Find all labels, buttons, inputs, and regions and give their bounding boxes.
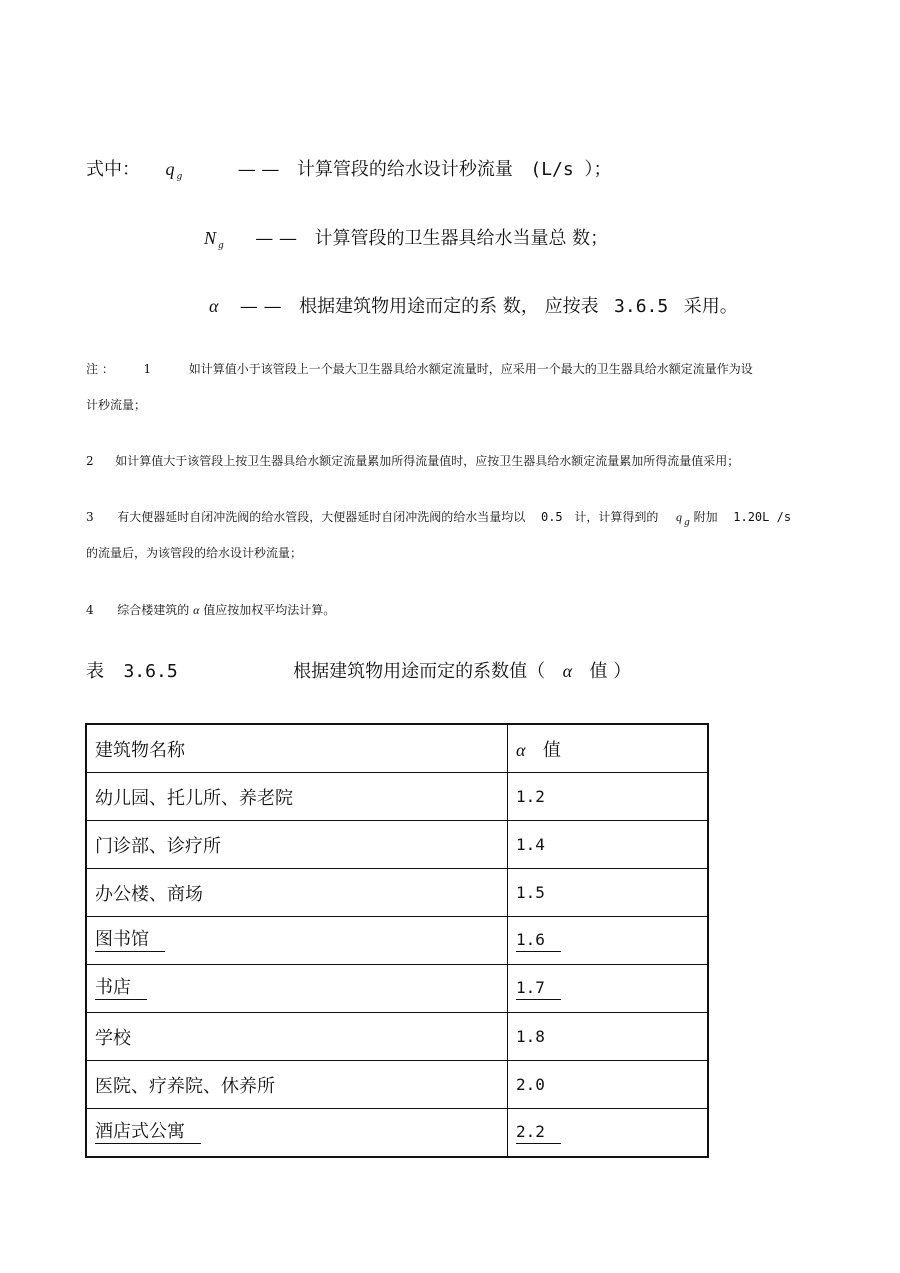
- qg-unit: (L/s ）；: [530, 159, 612, 180]
- note-3-subscript: g: [683, 518, 690, 528]
- note-3-text-c: 附加: [693, 510, 718, 524]
- note-2: [86, 452, 739, 469]
- table-caption-title: 根据建筑物用途而定的系数值（: [293, 661, 546, 682]
- note-3-value: 0.5: [540, 510, 563, 524]
- row-value: 1.6: [516, 929, 561, 952]
- note-3-flow: 1.20L /s: [733, 510, 792, 524]
- note-3-text-b: 计，计算得到的: [574, 510, 659, 524]
- table-caption: [86, 657, 631, 683]
- note-1: [86, 360, 753, 377]
- alpha-dash: — —: [239, 296, 282, 317]
- header-value-label: 值: [542, 739, 561, 761]
- alpha-tail: 采用。: [683, 296, 738, 317]
- row-value-cell: [508, 917, 709, 965]
- note-3-continuation: 的流量后，为该管段的给水设计秒流量；: [86, 546, 303, 560]
- table-row: [86, 1061, 708, 1109]
- table-row: [86, 869, 708, 917]
- row-value-cell: [508, 965, 709, 1013]
- row-name: 酒店式公寓: [95, 1121, 201, 1144]
- qg-description: 计算管段的给水设计秒流量: [296, 159, 513, 180]
- row-name: 医院、疗养院、休养所: [86, 1061, 508, 1109]
- definition-qg: [86, 155, 612, 182]
- table-row: [86, 773, 708, 821]
- table-row: [86, 1109, 708, 1158]
- row-value: 1.5: [508, 869, 709, 917]
- table-caption-title-end: 值 ）: [589, 661, 632, 682]
- note-4-symbol: α: [193, 603, 200, 617]
- ng-subscript: g: [218, 241, 224, 251]
- row-value: 1.4: [508, 821, 709, 869]
- note-2-number: 2: [86, 454, 94, 468]
- row-name: 幼儿园、托儿所、养老院: [86, 773, 508, 821]
- qg-subscript: g: [176, 172, 183, 182]
- note-3-number: 3: [86, 510, 94, 524]
- table-caption-label: 表: [86, 661, 104, 682]
- header-building-name: 建筑物名称: [86, 724, 508, 773]
- qg-symbol: q: [165, 159, 175, 179]
- table-caption-number: 3.6.5: [123, 661, 178, 682]
- row-name-cell: [86, 917, 508, 965]
- table-row: [86, 1013, 708, 1061]
- table-row: [86, 917, 708, 965]
- table-caption-symbol: α: [562, 661, 573, 681]
- note-4: [86, 601, 335, 618]
- definition-ng: [204, 224, 608, 251]
- note-1-number: 1: [143, 362, 152, 376]
- header-alpha-symbol: α: [516, 739, 526, 760]
- table-row: [86, 965, 708, 1013]
- row-name: 门诊部、诊疗所: [86, 821, 508, 869]
- definition-alpha: [209, 292, 738, 318]
- row-value: 2.2: [516, 1121, 561, 1144]
- note-3: [86, 508, 791, 528]
- note-4-number: 4: [86, 603, 94, 617]
- note-3-symbol: q: [675, 510, 682, 524]
- note-4-post: 值应按加权平均法计算。: [203, 603, 336, 617]
- note-1-text: 如计算值小于该管段上一个最大卫生器具给水额定流量时，应采用一个最大的卫生器具给水额定流量作为设: [188, 362, 753, 376]
- row-value-cell: [508, 1109, 709, 1158]
- row-value: 1.7: [516, 977, 561, 1000]
- definition-prefix: 式中：: [86, 159, 140, 180]
- header-alpha-value: [508, 724, 709, 773]
- row-name: 书店: [95, 977, 147, 1000]
- qg-dash: — —: [237, 159, 280, 180]
- coefficient-table: [85, 723, 709, 1158]
- row-name-cell: [86, 965, 508, 1013]
- notes-label: 注 ：: [86, 362, 114, 376]
- note-4-pre: 综合楼建筑的: [117, 603, 190, 617]
- row-value: 2.0: [508, 1061, 709, 1109]
- ng-symbol: N: [204, 228, 217, 248]
- row-name-cell: [86, 1109, 508, 1158]
- table-row: [86, 821, 708, 869]
- ng-description: 计算管段的卫生器具给水当量总 数；: [314, 228, 609, 249]
- ng-dash: — —: [255, 228, 297, 249]
- alpha-symbol: α: [209, 296, 219, 316]
- note-1-continuation: 计秒流量；: [86, 398, 147, 412]
- note-3-text-a: 有大便器延时自闭冲洗阀的给水管段，大便器延时自闭冲洗阀的给水当量均以: [117, 510, 526, 524]
- alpha-table-ref: 3.6.5: [614, 296, 669, 317]
- alpha-description: 根据建筑物用途而定的系 数， 应按表: [299, 296, 599, 317]
- row-name: 学校: [86, 1013, 508, 1061]
- row-name: 图书馆: [95, 929, 165, 952]
- table-header-row: [86, 724, 708, 773]
- row-value: 1.8: [508, 1013, 709, 1061]
- row-name: 办公楼、商场: [86, 869, 508, 917]
- note-2-text: 如计算值大于该管段上按卫生器具给水额定流量累加所得流量值时，应按卫生器具给水额定流量累加所得流量值采用；: [115, 454, 740, 468]
- row-value: 1.2: [508, 773, 709, 821]
